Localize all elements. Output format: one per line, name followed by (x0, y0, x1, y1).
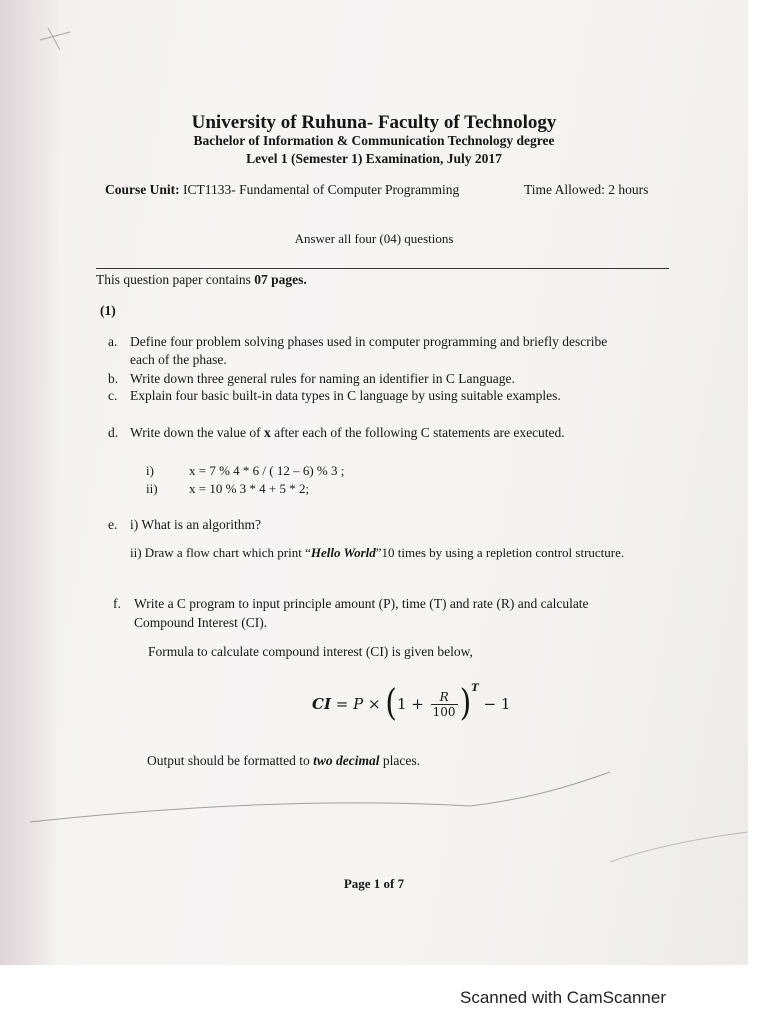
output-note-emphasis: two decimal (313, 753, 380, 768)
part-f-line2: Compound Interest (CI). (134, 615, 268, 630)
part-a-label: a. (108, 334, 118, 349)
formula-denominator: 100 (432, 704, 456, 719)
page-number: Page 1 of 7 (343, 876, 405, 891)
formula-one-plus: 1 + (397, 695, 429, 713)
part-f-line1: Write a C program to input principle amount (P), time (T) and rate (R) and calculate (134, 596, 589, 611)
part-d-prefix: Write down the value of (130, 425, 265, 440)
formula-times: × (363, 695, 386, 713)
pages-note-count: 07 pages. (254, 272, 307, 287)
pages-note-prefix: This question paper contains (96, 272, 255, 287)
part-d-variable: x (264, 425, 271, 440)
exam-title: Level 1 (Semester 1) Examination, July 2017 (246, 151, 502, 166)
output-note-prefix: Output should be formatted to (147, 753, 314, 768)
formula-lhs: CI (312, 695, 331, 713)
formula-p: P (353, 695, 364, 713)
part-d-item-2-code: x = 10 % 3 * 4 + 5 * 2; (189, 481, 310, 496)
course-unit-label: Course Unit: (105, 182, 180, 197)
formula-close-paren: ) (459, 682, 472, 725)
part-b-label: b. (108, 371, 119, 386)
part-c-label: c. (108, 388, 118, 403)
question-number: (1) (100, 303, 116, 318)
part-c-text: Explain four basic built-in data types in C language by using suitable examples. (130, 388, 561, 403)
part-f-label: f. (113, 596, 121, 611)
instruction: Answer all four (04) questions (294, 231, 454, 246)
degree-title: Bachelor of Information & Communication Technology degree (193, 133, 555, 148)
formula-exponent: T (471, 682, 479, 694)
formula-minus-one: − 1 (478, 695, 511, 713)
part-d-item-1-label: i) (146, 463, 154, 478)
formula-open-paren: ( (385, 682, 397, 725)
part-d-label: d. (108, 425, 119, 440)
part-e-ii-suffix: ”10 times by using a repletion control structure. (375, 545, 625, 560)
part-d-item-2-label: ii) (146, 481, 158, 496)
part-e-label: e. (108, 517, 118, 532)
part-e-i: i) What is an algorithm? (130, 517, 261, 532)
formula-numerator: R (439, 689, 449, 704)
course-unit-value: ICT1133- Fundamental of Computer Programming (183, 182, 460, 197)
part-b-text: Write down three general rules for naming an identifier in C Language. (130, 371, 515, 386)
part-a-line2: each of the phase. (130, 352, 227, 367)
output-note-suffix: places. (379, 753, 420, 768)
camscanner-watermark: Scanned with CamScanner (460, 988, 667, 1007)
formula-intro: Formula to calculate compound interest (CI) is given below, (148, 644, 473, 659)
formula-equals: = (330, 695, 354, 713)
part-e-ii-prefix: ii) Draw a flow chart which print “ (130, 545, 311, 560)
university-title: University of Ruhuna- Faculty of Technology (191, 112, 557, 133)
part-e-ii-hello-world: Hello World (310, 545, 376, 560)
time-allowed: Time Allowed: 2 hours (524, 182, 649, 197)
part-d-suffix: after each of the following C statements are executed. (270, 425, 565, 440)
part-a-line1: Define four problem solving phases used in computer programming and briefly describe (130, 334, 608, 349)
part-d-item-1-code: x = 7 % 4 * 6 / ( 12 – 6) % 3 ; (189, 463, 345, 478)
